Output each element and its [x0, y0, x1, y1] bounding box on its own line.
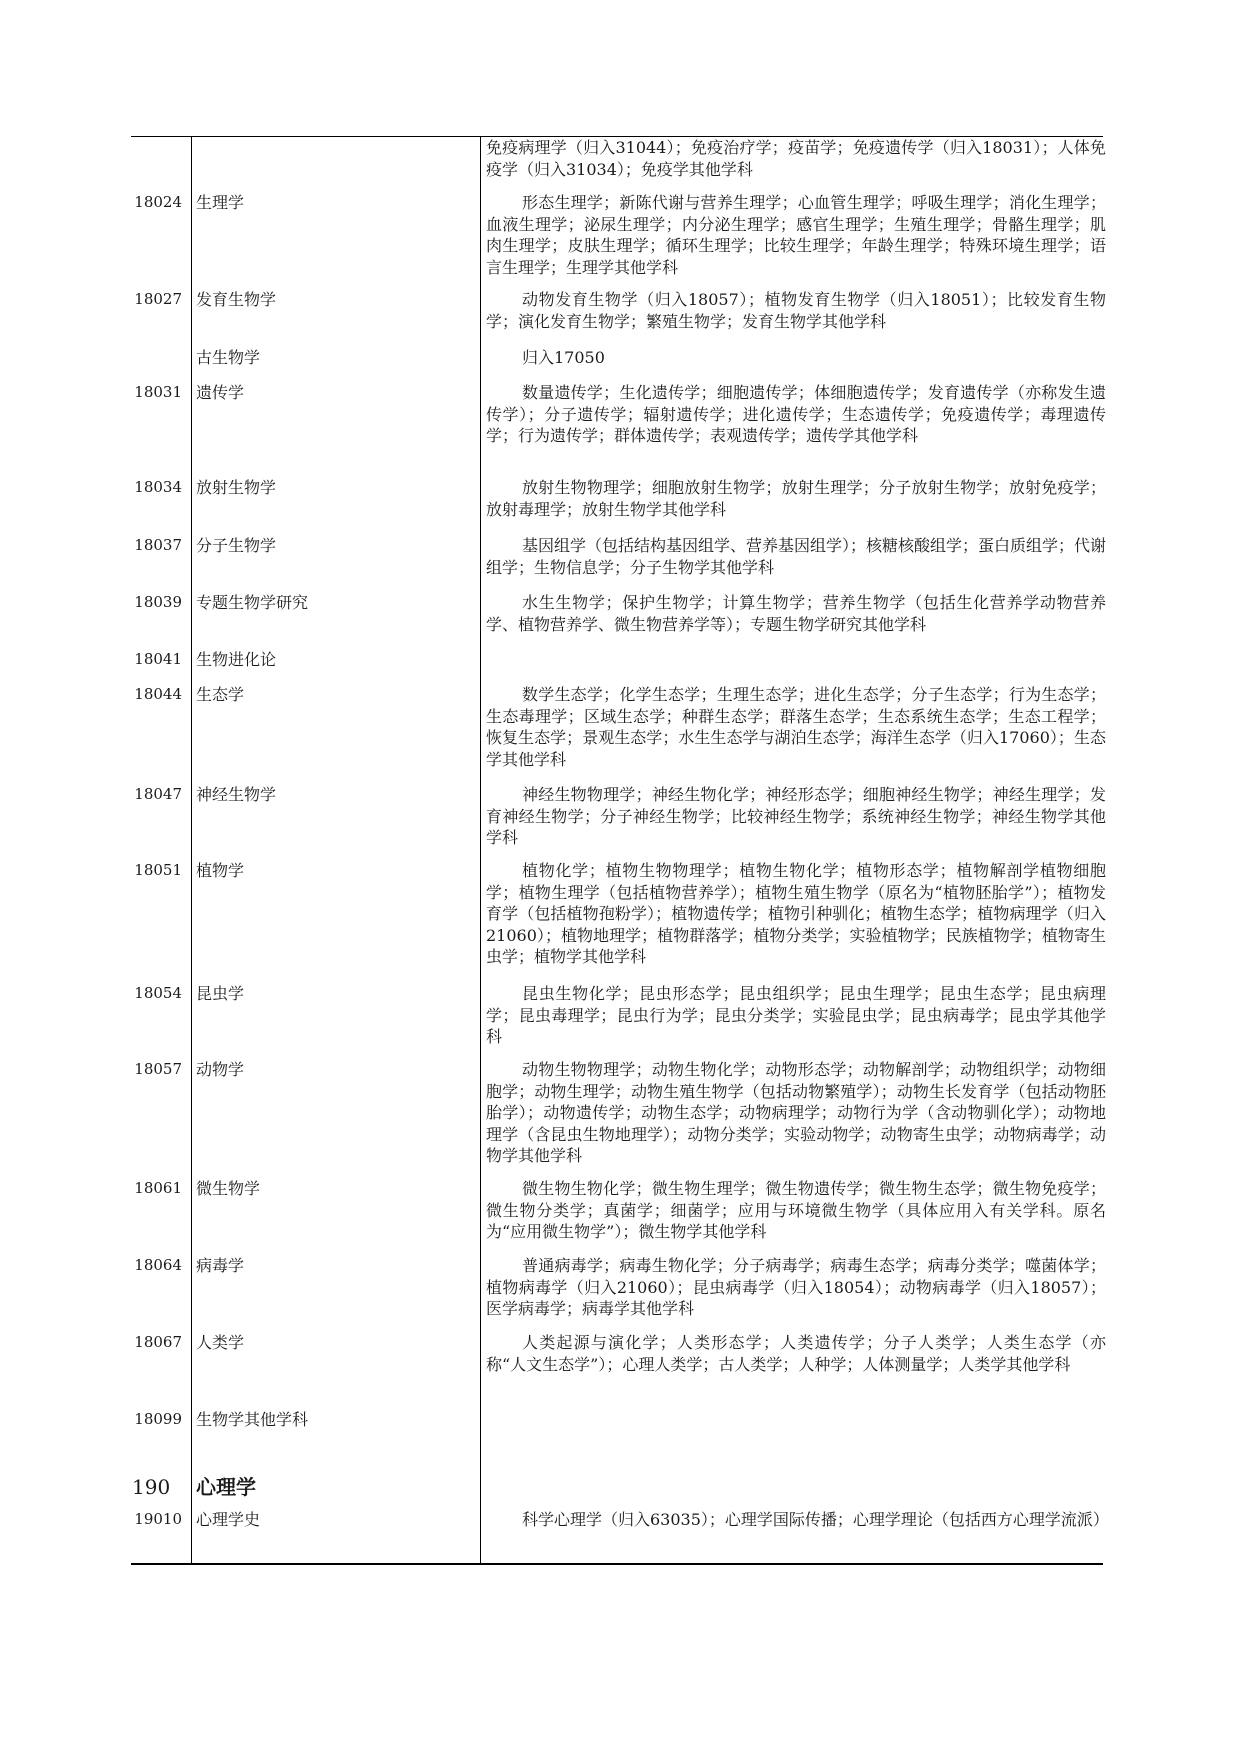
entry-description: 数量遗传学；生化遗传学；细胞遗传学；体细胞遗传学；发育遗传学（亦称发生遗传学）；分子遗传学；辐射遗传学；进化遗传学；生态遗传学；免疫遗传学；毒理遗传学；行为遗传学；群体遗传学；表观遗传学；遗传学其他学科: [486, 383, 1106, 445]
entry-name: 神经生物学: [196, 785, 277, 804]
entry-description: 植物化学；植物生物物理学；植物生物化学；植物形态学；植物解剖学植物细胞学；植物生理学（包括植物营养学）；植物生殖生物学（原名为“植物胚胎学”）；植物发育学（包括植物孢粉学）；植物遗传学；植物引种驯化；植物生态学；植物病理学（归入21060）；植物地理学；植物群落学；植物分类学；实验植物学；民族植物学；植物寄生虫学；植物学其他学科: [486, 861, 1106, 966]
entry-name: 昆虫学: [196, 984, 245, 1003]
entry-description: 放射生物物理学；细胞放射生物学；放射生理学；分子放射生物学；放射免疫学；放射毒理学；放射生物学其他学科: [486, 478, 1106, 519]
entry-description: 昆虫生物化学；昆虫形态学；昆虫组织学；昆虫生理学；昆虫生态学；昆虫病理学；昆虫毒理学；昆虫行为学；昆虫分类学；实验昆虫学；昆虫病毒学；昆虫学其他学科: [486, 984, 1106, 1046]
entry-code: 18039: [134, 593, 182, 611]
column-divider-left: [191, 136, 192, 1564]
entry-code: 18041: [134, 650, 182, 668]
entry-code: 18064: [134, 1256, 182, 1274]
entry-description: 水生生物学；保护生物学；计算生物学；营养生物学（包括生化营养学动物营养学、植物营养学、微生物营养学等）；专题生物学研究其他学科: [486, 593, 1106, 634]
entry-code: 18024: [134, 193, 182, 211]
entry-description: 数学生态学；化学生态学；生理生态学；进化生态学；分子生态学；行为生态学；生态毒理学；区域生态学；种群生态学；群落生态学；生态系统生态学；生态工程学；恢复生态学；景观生态学；水生生态学与湖泊生态学；海洋生态学（归入17060）；生态学其他学科: [486, 685, 1106, 769]
entry-description: 人类起源与演化学；人类形态学；人类遗传学；分子人类学；人类生态学（亦称“人文生态学”）；心理人类学；古人类学；人种学；人体测量学；人类学其他学科: [486, 1333, 1106, 1374]
entry-name: 植物学: [196, 861, 245, 880]
continuation-text: 免疫病理学（归入31044）；免疫治疗学；疫苗学；免疫遗传学（归入18031）；人体免疫学（归入31034）；免疫学其他学科: [486, 138, 1106, 179]
entry-description: 微生物生物化学；微生物生理学；微生物遗传学；微生物生态学；微生物免疫学；微生物分类学；真菌学；细菌学；应用与环境微生物学（具体应用入有关学科。原名为“应用微生物学”）；微生物学其他学科: [486, 1179, 1106, 1241]
entry-name: 生态学: [196, 685, 245, 704]
section-code: 190: [132, 1475, 171, 1499]
entry-name: 遗传学: [196, 383, 245, 402]
entry-name: 发育生物学: [196, 290, 277, 309]
entry-name: 心理学史: [196, 1510, 261, 1529]
entry-name: 专题生物学研究: [196, 593, 309, 612]
entry-description: 形态生理学；新陈代谢与营养生理学；心血管生理学；呼吸生理学；消化生理学；血液生理学；泌尿生理学；内分泌生理学；感官生理学；生殖生理学；骨骼生理学；肌肉生理学；皮肤生理学；循环生理学；比较生理学；年龄生理学；特殊环境生理学；语言生理学；生理学其他学科: [486, 193, 1106, 277]
table-bottom-rule: [131, 1563, 1103, 1565]
entry-name: 生理学: [196, 193, 245, 212]
entry-code: 18051: [134, 861, 182, 879]
entry-name: 放射生物学: [196, 478, 277, 497]
entry-code: 18044: [134, 685, 182, 703]
entry-name: 生物学其他学科: [196, 1410, 309, 1429]
entry-description: 归入17050: [522, 348, 605, 367]
entry-code: 18057: [134, 1060, 182, 1078]
entry-code: 18031: [134, 383, 182, 401]
entry-code: 18067: [134, 1333, 182, 1351]
entry-description: 动物发育生物学（归入18057）；植物发育生物学（归入18051）；比较发育生物学；演化发育生物学；繁殖生物学；发育生物学其他学科: [486, 290, 1106, 331]
entry-name: 人类学: [196, 1333, 245, 1352]
entry-code: 18054: [134, 984, 182, 1002]
entry-code: 18047: [134, 785, 182, 803]
entry-description: 基因组学（包括结构基因组学、营养基因组学）；核糖核酸组学；蛋白质组学；代谢组学；生物信息学；分子生物学其他学科: [486, 536, 1107, 577]
entry-name: 动物学: [196, 1060, 245, 1079]
entry-code: 18061: [134, 1179, 182, 1197]
entry-code: 19010: [134, 1510, 182, 1528]
entry-description: 神经生物物理学；神经生物化学；神经形态学；细胞神经生物学；神经生理学；发育神经生物学；分子神经生物学；比较神经生物学；系统神经生物学；神经生物学其他学科: [486, 785, 1106, 847]
entry-code: 18027: [134, 290, 182, 308]
entry-code: 18034: [134, 478, 182, 496]
entry-description: 科学心理学（归入63035）；心理学国际传播；心理学理论（包括西方心理学流派）: [522, 1510, 1109, 1529]
entry-name: 病毒学: [196, 1256, 245, 1275]
entry-name: 古生物学: [196, 348, 261, 367]
entry-name: 微生物学: [196, 1179, 261, 1198]
entry-description: 动物生物物理学；动物生物化学；动物形态学；动物解剖学；动物组织学；动物细胞学；动物生理学；动物生殖生物学（包括动物繁殖学）；动物生长发育学（包括动物胚胎学）；动物遗传学；动物生态学；动物病理学；动物行为学（含动物驯化学）；动物地理学（含昆虫生物地理学）；动物分类学；实验动物学；动物寄生虫学；动物病毒学；动物学其他学科: [486, 1060, 1106, 1165]
entry-name: 分子生物学: [196, 536, 277, 555]
section-name: 心理学: [196, 1475, 256, 1499]
column-divider-right: [480, 136, 481, 1564]
entry-code: 18099: [134, 1410, 182, 1428]
entry-code: 18037: [134, 536, 182, 554]
entry-description: 普通病毒学；病毒生物化学；分子病毒学；病毒生态学；病毒分类学；噬菌体学；植物病毒学（归入21060）；昆虫病毒学（归入18054）；动物病毒学（归入18057）；医学病毒学；病毒学其他学科: [486, 1256, 1106, 1318]
entry-name: 生物进化论: [196, 650, 277, 669]
